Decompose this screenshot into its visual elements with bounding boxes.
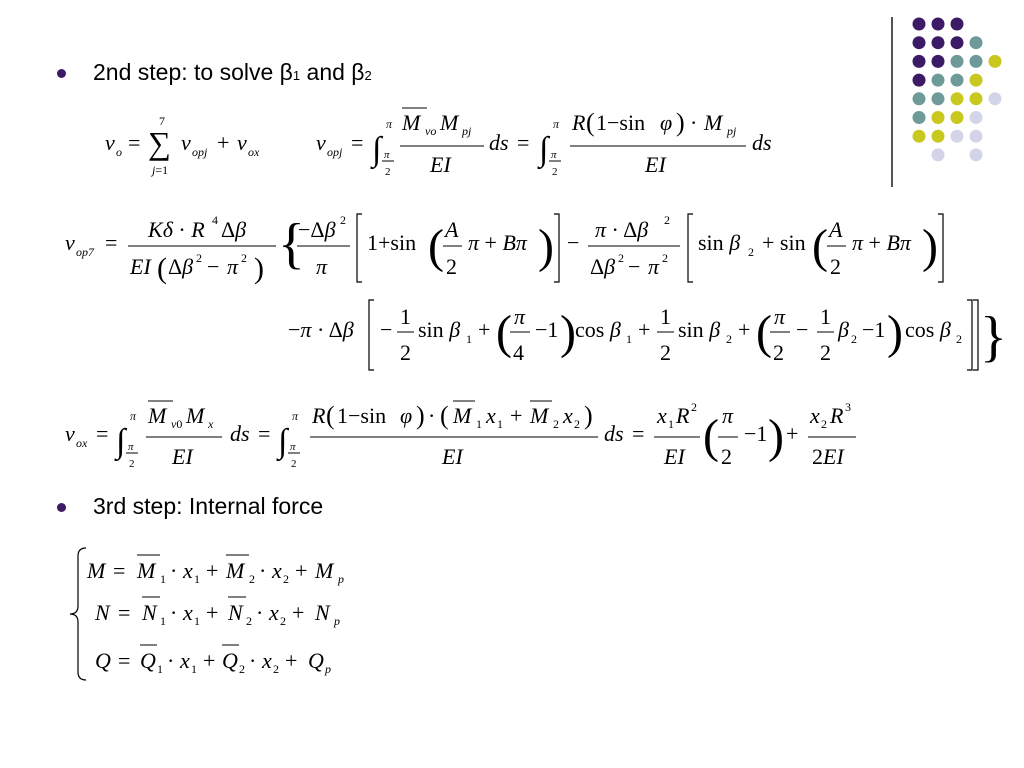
- svg-text:M: M: [87, 558, 106, 583]
- equation-vop7-line1: [65, 213, 943, 285]
- svg-text:1−sin: 1−sin: [596, 110, 646, 135]
- svg-text:∫: ∫: [278, 423, 288, 460]
- svg-text:·: ·: [167, 648, 175, 673]
- svg-text:p: p: [325, 662, 331, 676]
- svg-text:2: 2: [273, 662, 279, 676]
- svg-text:cos β: cos β: [575, 317, 621, 342]
- svg-text:π + Bπ: π + Bπ: [852, 230, 911, 255]
- svg-text:2: 2: [249, 572, 255, 586]
- svg-text:2: 2: [618, 251, 624, 265]
- svg-text:1: 1: [194, 614, 200, 628]
- svg-text:EI: EI: [664, 444, 685, 469]
- svg-text:op7: op7: [76, 245, 94, 259]
- svg-text:+: +: [206, 600, 219, 625]
- svg-text:=: =: [128, 130, 141, 155]
- svg-text:M: M: [530, 403, 549, 428]
- svg-text:−1: −1: [862, 317, 886, 342]
- svg-text:π: π: [292, 409, 299, 423]
- svg-text:−: −: [628, 254, 641, 279]
- svg-text:M: M: [402, 110, 421, 135]
- svg-text:x: x: [272, 558, 282, 583]
- svg-text:−π · Δβ: −π · Δβ: [288, 317, 354, 342]
- svg-text:π: π: [553, 117, 560, 131]
- svg-text:pj: pj: [727, 124, 737, 138]
- svg-text:1+sin: 1+sin: [367, 230, 417, 255]
- equation-vox: [65, 400, 856, 470]
- svg-text:2: 2: [400, 340, 411, 365]
- svg-text:−Δβ: −Δβ: [298, 217, 336, 242]
- svg-text:opj: opj: [192, 145, 208, 159]
- svg-text:2: 2: [726, 332, 732, 346]
- svg-text:): ): [676, 108, 685, 137]
- svg-text:ds: ds: [489, 130, 509, 155]
- svg-text:∫: ∫: [539, 131, 549, 168]
- svg-text:2EI: 2EI: [812, 444, 844, 469]
- svg-text:2: 2: [552, 166, 558, 178]
- svg-text:2: 2: [662, 251, 668, 265]
- svg-text:·: ·: [256, 600, 264, 625]
- svg-text:2: 2: [851, 332, 857, 346]
- svg-text:π: π: [386, 117, 393, 131]
- equation-vop7-line2: [288, 300, 1007, 370]
- svg-text:o: o: [116, 145, 122, 159]
- svg-text:π: π: [648, 254, 660, 279]
- svg-text:=: =: [517, 130, 530, 155]
- svg-text:2: 2: [721, 444, 732, 469]
- svg-text:2: 2: [748, 245, 754, 259]
- svg-text:R: R: [830, 403, 844, 428]
- svg-text:v0: v0: [171, 417, 183, 431]
- svg-text:−1: −1: [535, 317, 559, 342]
- svg-text:M: M: [226, 558, 245, 583]
- svg-text:1: 1: [160, 572, 166, 586]
- svg-text:ox: ox: [76, 436, 88, 450]
- svg-text:φ: φ: [660, 110, 673, 135]
- svg-text:+: +: [638, 317, 651, 342]
- svg-text:+: +: [203, 648, 216, 673]
- svg-text:ds: ds: [604, 421, 624, 446]
- svg-text:2: 2: [820, 340, 831, 365]
- svg-text:−: −: [380, 317, 393, 342]
- svg-text:EI: EI: [442, 444, 463, 469]
- svg-text:j=1: j=1: [152, 163, 169, 177]
- svg-text:v: v: [105, 130, 115, 155]
- svg-text:M: M: [453, 403, 472, 428]
- svg-text:2: 2: [773, 340, 784, 365]
- svg-text:(: (: [326, 401, 335, 430]
- svg-text:Δβ: Δβ: [221, 217, 247, 242]
- svg-text:v: v: [316, 130, 326, 155]
- svg-text:(: (: [756, 306, 772, 359]
- svg-text:N: N: [315, 600, 330, 625]
- svg-text:Kδ · R: Kδ · R: [148, 217, 205, 242]
- svg-text:vo: vo: [425, 124, 437, 138]
- svg-text:): ): [768, 410, 784, 463]
- svg-text:=: =: [113, 558, 126, 583]
- svg-text:=: =: [632, 421, 645, 446]
- svg-text:v: v: [237, 130, 247, 155]
- svg-text:2: 2: [446, 254, 457, 279]
- svg-text:Q: Q: [95, 648, 111, 673]
- svg-text:2: 2: [283, 572, 289, 586]
- svg-text:π: π: [722, 403, 734, 428]
- svg-text:=: =: [118, 600, 131, 625]
- svg-text:φ: φ: [400, 403, 413, 428]
- svg-text:1: 1: [160, 614, 166, 628]
- svg-text:+: +: [292, 600, 305, 625]
- svg-text:EI: EI: [130, 254, 151, 279]
- svg-text:N: N: [95, 600, 110, 625]
- svg-text:π: π: [316, 254, 328, 279]
- svg-text:Δβ: Δβ: [168, 254, 194, 279]
- svg-text:·: ·: [259, 558, 267, 583]
- svg-text:2: 2: [574, 417, 580, 431]
- svg-text:−: −: [567, 230, 580, 255]
- svg-text:2: 2: [691, 400, 697, 414]
- svg-text:·: ·: [690, 110, 698, 135]
- svg-text:Q: Q: [140, 648, 156, 673]
- svg-text:ds: ds: [230, 421, 250, 446]
- svg-text:1−sin: 1−sin: [337, 403, 387, 428]
- svg-text:1: 1: [191, 662, 197, 676]
- svg-text:π: π: [290, 441, 296, 453]
- svg-text:sin β: sin β: [698, 230, 741, 255]
- svg-text:v: v: [65, 421, 75, 446]
- svg-text:(: (: [157, 252, 167, 285]
- svg-text:N: N: [142, 600, 157, 625]
- svg-text:x: x: [183, 600, 193, 625]
- svg-text:π: π: [514, 304, 526, 329]
- svg-text:(: (: [586, 108, 595, 137]
- svg-text:M: M: [186, 403, 205, 428]
- svg-text:x: x: [486, 403, 496, 428]
- svg-text:Q: Q: [222, 648, 238, 673]
- svg-text:+: +: [738, 317, 751, 342]
- svg-text:π: π: [551, 149, 557, 161]
- svg-text:x: x: [810, 403, 820, 428]
- svg-text:p: p: [338, 572, 344, 586]
- svg-text:(: (: [812, 220, 828, 273]
- svg-text:x: x: [563, 403, 573, 428]
- svg-text:x: x: [262, 648, 272, 673]
- svg-text:2: 2: [385, 166, 391, 178]
- svg-text:v: v: [181, 130, 191, 155]
- svg-text:·: ·: [428, 403, 436, 428]
- svg-text:2: 2: [246, 614, 252, 628]
- svg-text:1: 1: [476, 417, 482, 431]
- svg-text:∫: ∫: [372, 131, 382, 168]
- step3-heading: 3rd step: Internal force: [93, 493, 324, 519]
- svg-text:): ): [560, 306, 576, 359]
- svg-text:β: β: [838, 317, 849, 342]
- svg-text:π: π: [130, 409, 137, 423]
- svg-text:7: 7: [159, 114, 165, 128]
- svg-text:·: ·: [170, 600, 178, 625]
- svg-text:∑: ∑: [148, 125, 171, 161]
- svg-text:(: (: [440, 401, 449, 430]
- svg-text:): ): [584, 401, 593, 430]
- svg-text:+: +: [217, 130, 230, 155]
- svg-text:EI: EI: [430, 152, 451, 177]
- svg-text:}: }: [980, 306, 1007, 368]
- svg-text:π + Bπ: π + Bπ: [468, 230, 527, 255]
- svg-text:−: −: [796, 317, 809, 342]
- svg-text:4: 4: [513, 340, 524, 365]
- svg-text:{: {: [278, 213, 305, 275]
- svg-text:x: x: [657, 403, 667, 428]
- svg-text:1: 1: [820, 304, 831, 329]
- svg-text:1: 1: [660, 304, 671, 329]
- svg-text:4: 4: [212, 213, 218, 227]
- svg-text:+: +: [510, 403, 523, 428]
- svg-text:π: π: [128, 441, 134, 453]
- step2-heading: 2nd step: to solve β1 and β2: [93, 59, 372, 85]
- svg-text:cos β: cos β: [905, 317, 951, 342]
- svg-text:=: =: [351, 130, 364, 155]
- svg-text:x: x: [183, 558, 193, 583]
- svg-text:2: 2: [241, 251, 247, 265]
- svg-text:+ sin: + sin: [762, 230, 806, 255]
- svg-text:·: ·: [170, 558, 178, 583]
- equation-internal-force-system: [70, 548, 344, 680]
- svg-text:(: (: [428, 220, 444, 273]
- svg-text:): ): [922, 220, 938, 273]
- svg-text:=: =: [258, 421, 271, 446]
- svg-text:2: 2: [239, 662, 245, 676]
- svg-text:M: M: [315, 558, 334, 583]
- svg-text:sin β: sin β: [678, 317, 721, 342]
- svg-text:M: M: [704, 110, 723, 135]
- svg-text:+: +: [295, 558, 308, 583]
- svg-text:2: 2: [291, 458, 297, 470]
- equation-vo: [105, 114, 260, 177]
- svg-text:2: 2: [664, 213, 670, 227]
- svg-text:N: N: [228, 600, 243, 625]
- svg-text:1: 1: [668, 417, 674, 431]
- svg-text:1: 1: [466, 332, 472, 346]
- svg-text:π · Δβ: π · Δβ: [595, 217, 649, 242]
- svg-text:2: 2: [660, 340, 671, 365]
- svg-text:1: 1: [497, 417, 503, 431]
- svg-text:Δβ: Δβ: [590, 254, 616, 279]
- svg-text:): ): [254, 252, 264, 285]
- svg-text:x: x: [208, 417, 214, 431]
- svg-text:): ): [887, 306, 903, 359]
- svg-text:M: M: [148, 403, 167, 428]
- svg-text:=: =: [105, 230, 118, 255]
- svg-text:+: +: [285, 648, 298, 673]
- svg-text:p: p: [334, 614, 340, 628]
- svg-text:Q: Q: [308, 648, 324, 673]
- svg-text:v: v: [65, 230, 75, 255]
- svg-text:opj: opj: [327, 145, 343, 159]
- svg-text:2: 2: [956, 332, 962, 346]
- svg-text:pj: pj: [462, 124, 472, 138]
- svg-text:−: −: [207, 254, 220, 279]
- svg-text:2: 2: [129, 458, 135, 470]
- svg-text:2: 2: [280, 614, 286, 628]
- svg-text:(: (: [496, 306, 512, 359]
- svg-text:1: 1: [157, 662, 163, 676]
- svg-text:3: 3: [845, 400, 851, 414]
- svg-text:+: +: [786, 421, 799, 446]
- svg-text:π: π: [774, 304, 786, 329]
- svg-text:M: M: [440, 110, 459, 135]
- svg-text:·: ·: [249, 648, 257, 673]
- svg-text:(: (: [703, 410, 719, 463]
- svg-text:=: =: [118, 648, 131, 673]
- svg-text:2: 2: [340, 213, 346, 227]
- svg-text:EI: EI: [645, 152, 666, 177]
- svg-text:R: R: [676, 403, 690, 428]
- svg-text:R: R: [312, 403, 326, 428]
- svg-text:M: M: [137, 558, 156, 583]
- svg-text:1: 1: [194, 572, 200, 586]
- equation-vopj: [316, 108, 772, 178]
- svg-text:π: π: [227, 254, 239, 279]
- svg-text:x: x: [269, 600, 279, 625]
- svg-text:+: +: [206, 558, 219, 583]
- svg-text:2: 2: [553, 417, 559, 431]
- svg-text:): ): [538, 220, 554, 273]
- svg-text:+: +: [478, 317, 491, 342]
- svg-text:2: 2: [821, 417, 827, 431]
- svg-text:2: 2: [196, 251, 202, 265]
- svg-text:ds: ds: [752, 130, 772, 155]
- svg-text:x: x: [180, 648, 190, 673]
- svg-text:−1: −1: [744, 421, 768, 446]
- svg-text:=: =: [96, 421, 109, 446]
- svg-text:EI: EI: [172, 444, 193, 469]
- svg-text:A: A: [829, 217, 843, 242]
- svg-text:∫: ∫: [116, 423, 126, 460]
- svg-text:R: R: [572, 110, 586, 135]
- svg-text:A: A: [445, 217, 459, 242]
- svg-text:): ): [416, 401, 425, 430]
- svg-text:π: π: [384, 149, 390, 161]
- svg-text:1: 1: [626, 332, 632, 346]
- svg-text:2: 2: [830, 254, 841, 279]
- svg-text:sin β: sin β: [418, 317, 461, 342]
- svg-text:ox: ox: [248, 145, 260, 159]
- svg-text:1: 1: [400, 304, 411, 329]
